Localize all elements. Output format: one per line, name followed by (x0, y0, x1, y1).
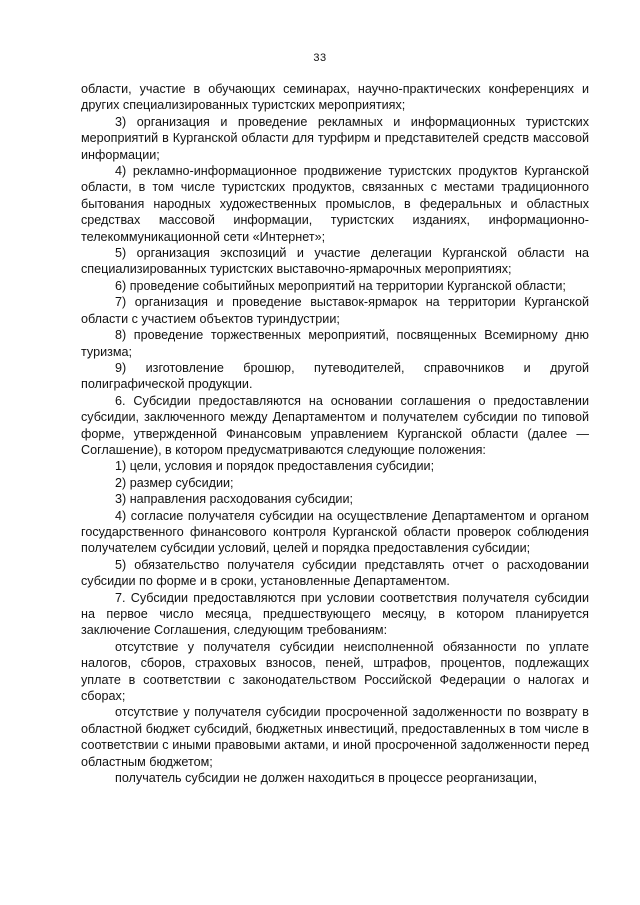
document-body (81, 81, 589, 786)
paragraph: отсутствие у получателя субсидии неисполненной обязанности по уплате налогов, сборов, страховых взносов, пеней, штрафов, процентов, подлежащих уплате в соответствии с законодательством Российской Федерации о налогах и сборах; (81, 639, 589, 704)
paragraph: получатель субсидии не должен находиться в процессе реорганизации, (115, 771, 538, 786)
paragraph: 8) проведение торжественных мероприятий, посвященных Всемирному дню туризма; (81, 328, 589, 359)
paragraph: 3) направления расходования субсидии; (115, 492, 354, 507)
paragraph: 6. Субсидии предоставляются на основании соглашения о предоставлении субсидии, заключенного между Департаментом и получателем субсидии по типовой форме, утвержденной Финансовым управлением Курганской области (далее — Соглашение), в котором предусматриваются следующие положения: (81, 393, 589, 457)
paragraph: области, участие в обучающих семинарах, научно-практических конференциях и других специализированных туристских мероприятиях; (81, 82, 589, 113)
paragraph: 3) организация и проведение рекламных и информационных туристских мероприятий в Курганской области для турфирм и представителей средств массовой информации; (81, 114, 589, 162)
paragraph: 5) обязательство получателя субсидии представлять отчет о расходовании субсидии по форме и в сроки, установленные Департаментом. (81, 557, 589, 589)
paragraph: 4) рекламно-информационное продвижение туристских продуктов Курганской области, в том числе туристских продуктов, связанных с местами традиционного бытования народных художественных промыслов, в федеральных и областных средствах массовой информации, туристских изданиях, информационно-телекоммуникационной сети «Интернет»; (81, 164, 589, 244)
paragraph: отсутствие у получателя субсидии просроченной задолженности по возврату в областной бюджет субсидий, бюджетных инвестиций, предоставленных в том числе в соответствии с иными правовыми актами, и иной просроченной задолженности перед областным бюджетом; (81, 705, 589, 769)
paragraph: 7) организация и проведение выставок-ярмарок на территории Курганской области с участием объектов туриндустрии; (81, 295, 589, 326)
page-number: 33 (313, 52, 327, 64)
paragraph: 7. Субсидии предоставляются при условии соответствия получателя субсидии на первое число месяца, предшествующего месяцу, в котором планируется заключение Соглашения, следующим требованиям: (81, 590, 589, 638)
paragraph: 2) размер субсидии; (115, 475, 234, 490)
paragraph: 5) организация экспозиций и участие делегации Курганской области на специализированных туристских выставочно-ярмарочных мероприятиях; (81, 246, 589, 277)
paragraph: 1) цели, условия и порядок предоставления субсидии; (115, 459, 435, 474)
paragraph: 9) изготовление брошюр, путеводителей, справочников и другой полиграфической продукции. (81, 360, 589, 392)
paragraph: 4) согласие получателя субсидии на осуществление Департаментом и органом государственного финансового контроля Курганской области проверок соблюдения получателем субсидии условий, целей и порядка предоставления субсидии; (81, 508, 589, 556)
paragraph: 6) проведение событийных мероприятий на территории Курганской области; (115, 278, 566, 293)
